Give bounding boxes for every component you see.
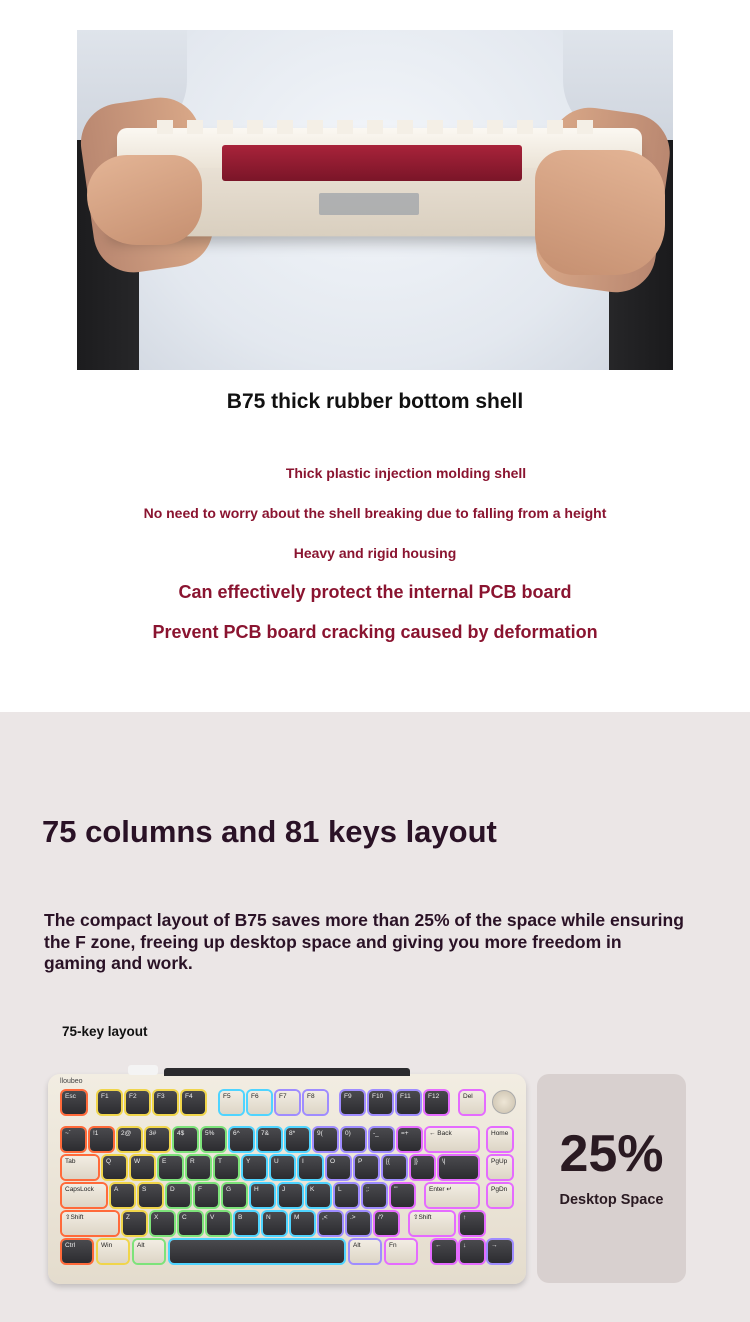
key-lbracket: [{ bbox=[383, 1156, 406, 1179]
feature-line: Prevent PCB board cracking caused by deformation bbox=[152, 622, 598, 642]
key-l: L bbox=[335, 1184, 358, 1207]
key-enter: Enter ↵ bbox=[426, 1184, 478, 1207]
key-g: G bbox=[223, 1184, 246, 1207]
left-hand bbox=[87, 155, 202, 245]
keycap-row bbox=[157, 120, 607, 134]
key-right-alt: Alt bbox=[350, 1240, 380, 1263]
key-alt: Alt bbox=[134, 1240, 164, 1263]
key-f5: F5 bbox=[220, 1091, 243, 1114]
stat-value: 25% bbox=[559, 1125, 664, 1183]
key-esc: Esc bbox=[62, 1091, 86, 1114]
key-pgup: PgUp bbox=[488, 1156, 512, 1179]
key-f11: F11 bbox=[397, 1091, 420, 1114]
key-f8: F8 bbox=[304, 1091, 327, 1114]
key-p: P bbox=[355, 1156, 378, 1179]
key-f4: F4 bbox=[182, 1091, 205, 1114]
feature-line: Heavy and rigid housing bbox=[293, 545, 457, 561]
key-o: O bbox=[327, 1156, 350, 1179]
key-f1: F1 bbox=[98, 1091, 121, 1114]
key-pgdn: PgDn bbox=[488, 1184, 512, 1207]
layout-title: 75 columns and 81 keys layout bbox=[42, 814, 497, 849]
key-f: F bbox=[195, 1184, 218, 1207]
key-6: 6^ bbox=[230, 1128, 253, 1151]
key-backslash: \| bbox=[439, 1156, 478, 1179]
key-left-shift: ⇧Shift bbox=[62, 1212, 118, 1235]
key-backspace: ← Back bbox=[426, 1128, 478, 1151]
key-left: ← bbox=[432, 1240, 456, 1263]
key-right: → bbox=[488, 1240, 512, 1263]
key-f3: F3 bbox=[154, 1091, 177, 1114]
key-up: ↑ bbox=[460, 1212, 484, 1235]
brand-logo: lloubeo bbox=[60, 1078, 83, 1085]
feature-line: Thick plastic injection molding shell bbox=[285, 465, 527, 481]
product-photo bbox=[77, 30, 673, 370]
keyboard-layout-image bbox=[48, 1074, 526, 1284]
feature-line: Can effectively protect the internal PCB board bbox=[178, 582, 572, 602]
layout-description: The compact layout of B75 saves more than 25% of the space while ensuring the F zone, freeing up desktop space and giving you more freedom in gaming and work. bbox=[44, 910, 684, 973]
key-3: 3# bbox=[146, 1128, 169, 1151]
key-x: X bbox=[151, 1212, 174, 1235]
key-rbracket: ]} bbox=[411, 1156, 434, 1179]
key-e: E bbox=[159, 1156, 182, 1179]
key-y: Y bbox=[243, 1156, 266, 1179]
key-quote: '" bbox=[391, 1184, 414, 1207]
top-switch bbox=[128, 1065, 158, 1075]
key-f9: F9 bbox=[341, 1091, 364, 1114]
key-spacebar bbox=[170, 1240, 344, 1263]
key-i: I bbox=[299, 1156, 322, 1179]
key-2: 2@ bbox=[118, 1128, 141, 1151]
key-equal: =+ bbox=[398, 1128, 421, 1151]
key-f10: F10 bbox=[369, 1091, 392, 1114]
stat-caption: Desktop Space bbox=[559, 1192, 664, 1208]
bottom-label bbox=[319, 193, 419, 215]
key-b: B bbox=[235, 1212, 258, 1235]
key-d: D bbox=[167, 1184, 190, 1207]
feature-line: No need to worry about the shell breaking due to falling from a height bbox=[143, 505, 607, 521]
key-z: Z bbox=[123, 1212, 146, 1235]
key-win: Win bbox=[98, 1240, 128, 1263]
top-bar bbox=[164, 1068, 410, 1076]
key-4: 4$ bbox=[174, 1128, 197, 1151]
key-9: 9( bbox=[314, 1128, 337, 1151]
key-r: R bbox=[187, 1156, 210, 1179]
hero-title: B75 thick rubber bottom shell bbox=[226, 390, 524, 413]
key-f7: F7 bbox=[276, 1091, 299, 1114]
key-t: T bbox=[215, 1156, 238, 1179]
key-f2: F2 bbox=[126, 1091, 149, 1114]
key-k: K bbox=[307, 1184, 330, 1207]
key-tab: Tab bbox=[62, 1156, 98, 1179]
right-hand bbox=[535, 150, 665, 275]
key-home: Home bbox=[488, 1128, 512, 1151]
space-saving-card bbox=[537, 1074, 686, 1283]
key-j: J bbox=[279, 1184, 302, 1207]
key-7: 7& bbox=[258, 1128, 281, 1151]
key-capslock: CapsLock bbox=[62, 1184, 106, 1207]
key-5: 5% bbox=[202, 1128, 225, 1151]
key-down: ↓ bbox=[460, 1240, 484, 1263]
key-fn: Fn bbox=[386, 1240, 416, 1263]
key-a: A bbox=[111, 1184, 134, 1207]
key-c: C bbox=[179, 1212, 202, 1235]
red-strip bbox=[222, 145, 522, 181]
layout-label: 75-key layout bbox=[62, 1024, 148, 1039]
key-v: V bbox=[207, 1212, 230, 1235]
key-f6: F6 bbox=[248, 1091, 271, 1114]
key-w: W bbox=[131, 1156, 154, 1179]
key-q: Q bbox=[103, 1156, 126, 1179]
key-minus: -_ bbox=[370, 1128, 393, 1151]
key-m: M bbox=[291, 1212, 314, 1235]
volume-knob bbox=[492, 1090, 516, 1114]
key-u: U bbox=[271, 1156, 294, 1179]
key-s: S bbox=[139, 1184, 162, 1207]
key-del: Del bbox=[460, 1091, 484, 1114]
key-h: H bbox=[251, 1184, 274, 1207]
key-semicolon: ;: bbox=[363, 1184, 386, 1207]
layout-section bbox=[0, 712, 750, 1322]
key-f12: F12 bbox=[425, 1091, 448, 1114]
key-ctrl: Ctrl bbox=[62, 1240, 92, 1263]
key-n: N bbox=[263, 1212, 286, 1235]
key-comma: ,< bbox=[319, 1212, 342, 1235]
key-0: 0) bbox=[342, 1128, 365, 1151]
key-tilde: ~` bbox=[62, 1128, 85, 1151]
key-right-shift: ⇧Shift bbox=[410, 1212, 454, 1235]
key-1: !1 bbox=[90, 1128, 113, 1151]
key-period: .> bbox=[347, 1212, 370, 1235]
key-slash: /? bbox=[375, 1212, 398, 1235]
key-8: 8* bbox=[286, 1128, 309, 1151]
